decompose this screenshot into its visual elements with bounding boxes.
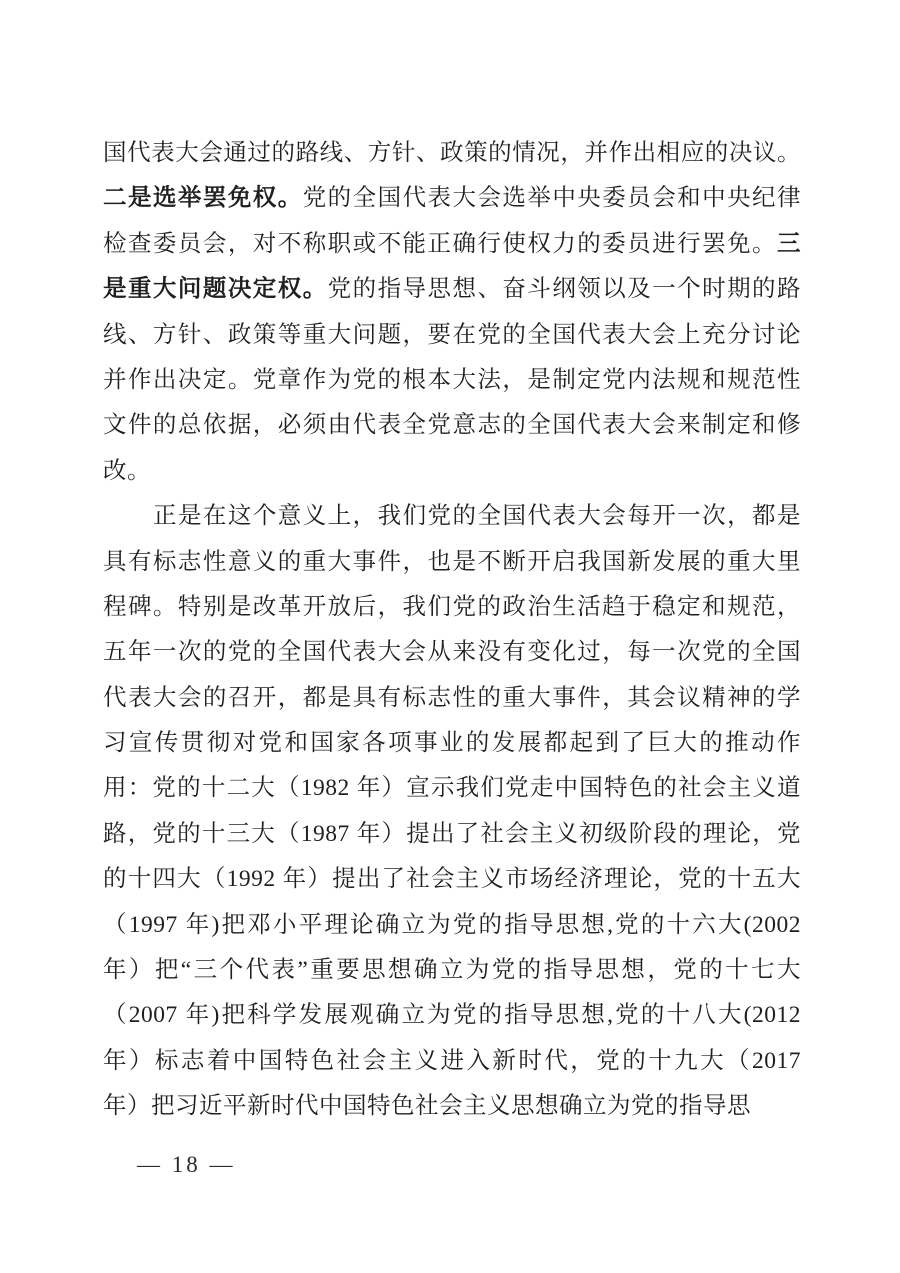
text-run: 国代表大会通过的路线、方针、政策的情况，并作出相应的决议。: [103, 140, 801, 166]
text-line: [103, 721, 801, 766]
text-line: [103, 1084, 801, 1129]
text-line: [103, 812, 801, 857]
text-run: 具有标志性意义的重大事件，也是不断开启我国新发展的重大里: [103, 548, 801, 575]
text-run: 文件的总依据，必须由代表全党意志的全国代表大会来制定和修: [103, 412, 801, 439]
text-block: [103, 131, 801, 1130]
page-number-footer: [137, 1148, 236, 1182]
text-run: （1997 年)把邓小平理论确立为党的指导思想,党的十六大(2002: [103, 911, 801, 938]
text-line: [103, 267, 801, 312]
text-run: 用：党的十二大（1982 年）宣示我们党走中国特色的社会主义道: [103, 775, 801, 802]
text-line: [103, 540, 801, 585]
text-line: [103, 676, 801, 721]
text-line: [103, 630, 801, 675]
text-line: [103, 449, 801, 494]
text-line: [103, 131, 801, 176]
text-run: 代表大会的召开，都是具有标志性的重大事件，其会议精神的学: [103, 684, 801, 711]
text-run: 程碑。特别是改革开放后，我们党的政治生活趋于稳定和规范，: [103, 593, 801, 620]
text-run: 党的全国代表大会选举中央委员会和中央纪律: [302, 185, 802, 212]
text-line: [103, 857, 801, 902]
page-number-text: — 18 —: [137, 1152, 236, 1177]
text-line: [103, 585, 801, 630]
text-line: [103, 176, 801, 221]
text-run: 年）把“三个代表”重要思想确立为党的指导思想，党的十七大: [103, 957, 801, 984]
text-run: （2007 年)把科学发展观确立为党的指导思想,党的十八大(2012: [103, 1002, 801, 1029]
text-line: [103, 494, 801, 539]
text-line: [103, 358, 801, 403]
text-run: 正是在这个意义上，我们党的全国代表大会每开一次，都是: [153, 503, 801, 530]
text-line: [103, 993, 801, 1038]
text-line: [103, 403, 801, 448]
bold-run: 三: [777, 230, 801, 257]
text-line: [103, 313, 801, 358]
text-run: 年）把习近平新时代中国特色社会主义思想确立为党的指导思: [103, 1093, 751, 1120]
text-run: 五年一次的党的全国代表大会从来没有变化过，每一次党的全国: [103, 639, 801, 666]
text-line: [103, 222, 801, 267]
text-line: [103, 948, 801, 993]
bold-run: 二是选举罢免权。: [103, 185, 303, 212]
text-line: [103, 1039, 801, 1084]
text-line: [103, 766, 801, 811]
text-line: [103, 903, 801, 948]
text-run: 路，党的十三大（1987 年）提出了社会主义初级阶段的理论，党: [103, 820, 801, 847]
text-run: 并作出决定。党章作为党的根本大法，是制定党内法规和规范性: [103, 366, 801, 393]
text-run: 年）标志着中国特色社会主义进入新时代，党的十九大（2017: [103, 1047, 801, 1074]
text-run: 党的指导思想、奋斗纲领以及一个时期的路: [327, 276, 802, 303]
bold-run: 是重大问题决定权。: [103, 276, 328, 303]
text-run: 线、方针、政策等重大问题，要在党的全国代表大会上充分讨论: [103, 321, 801, 348]
text-run: 检查委员会，对不称职或不能正确行使权力的委员进行罢免。: [103, 230, 777, 257]
text-run: 改。: [103, 457, 151, 484]
text-run: 的十四大（1992 年）提出了社会主义市场经济理论，党的十五大: [103, 866, 801, 893]
text-run: 习宣传贯彻对党和国家各项事业的发展都起到了巨大的推动作: [103, 730, 801, 757]
